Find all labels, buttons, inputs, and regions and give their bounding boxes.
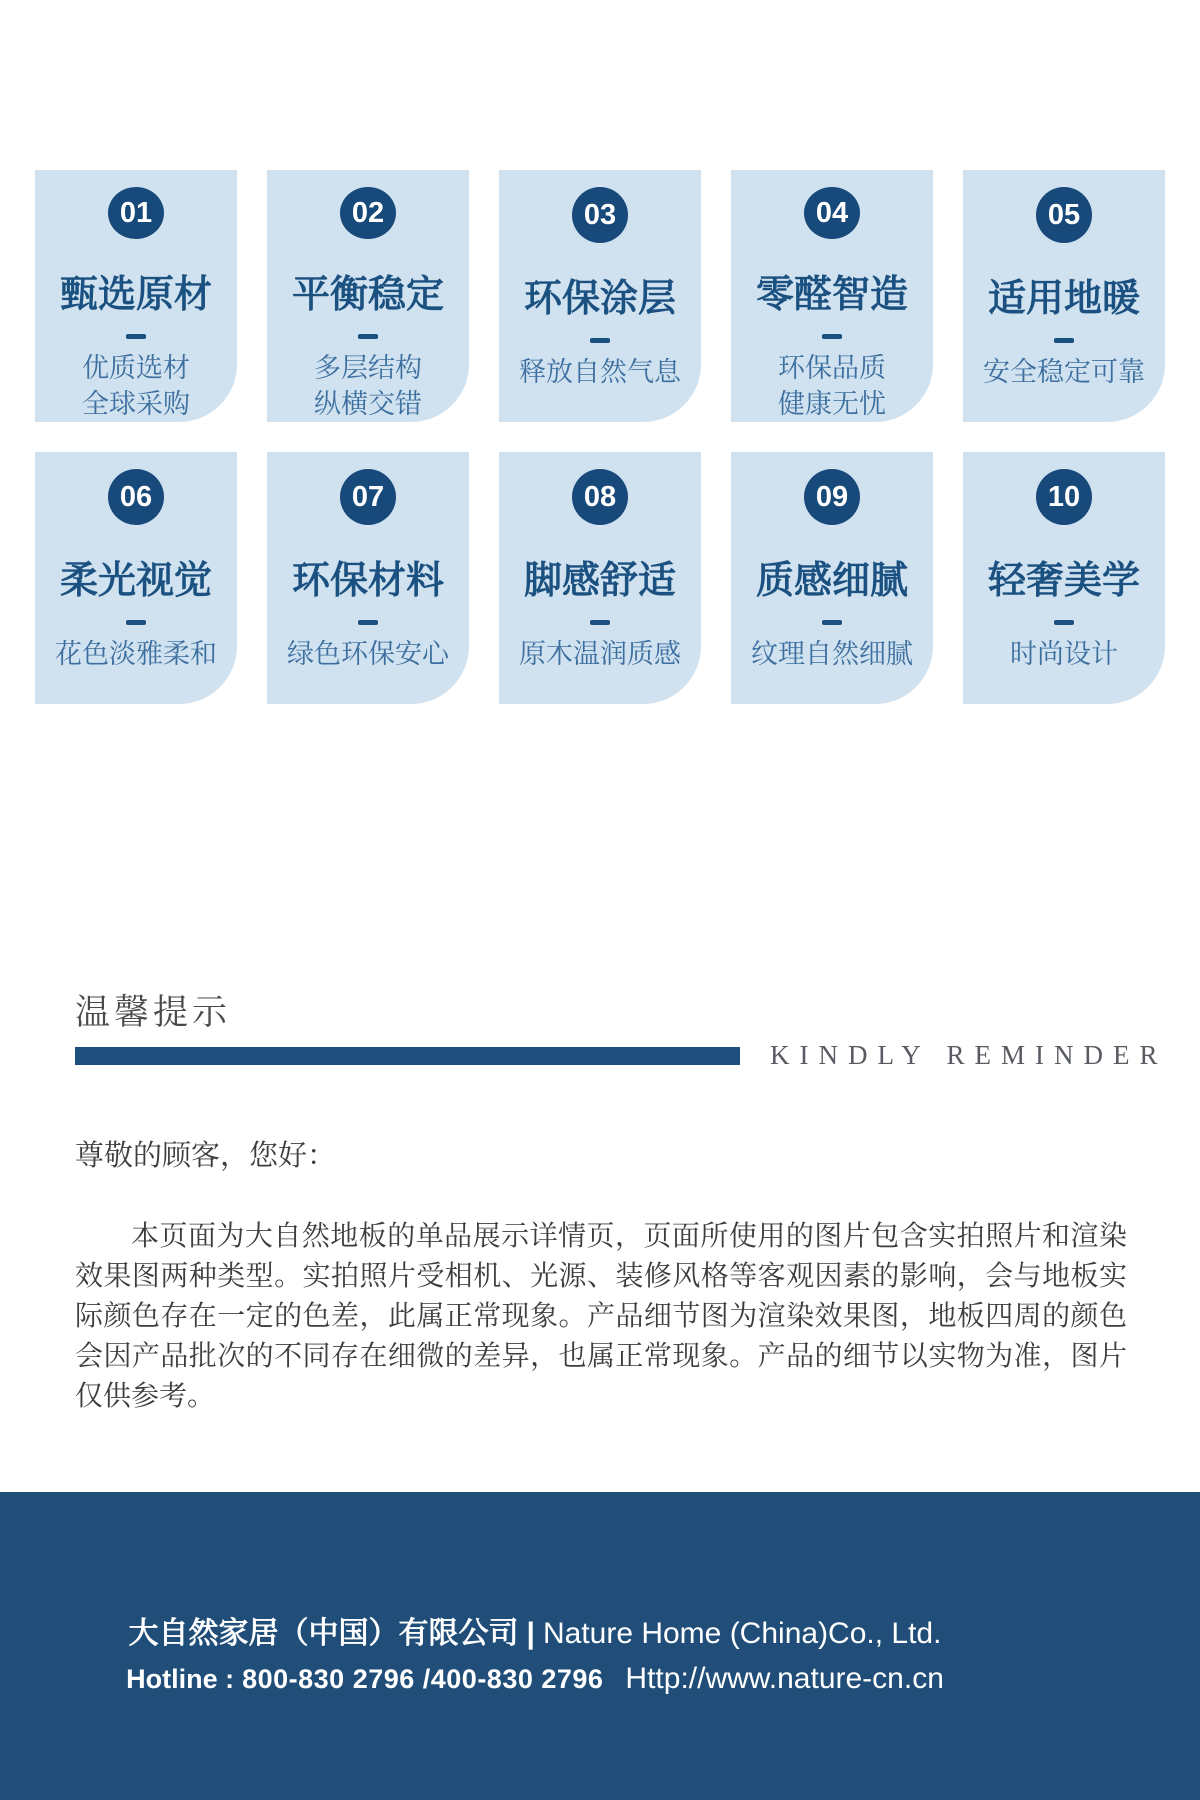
feature-card xyxy=(731,452,933,704)
feature-description xyxy=(751,636,913,672)
customer-greeting: 尊敬的顾客，您好： xyxy=(75,1140,337,1172)
feature-dash xyxy=(822,334,842,339)
feature-title: 甄选原材 xyxy=(59,274,212,317)
feature-title: 零醛智造 xyxy=(755,274,908,317)
footer-text-block xyxy=(0,1608,1070,1696)
feature-description-line: 纵横交错 xyxy=(314,389,422,419)
company-name-line xyxy=(0,1608,1070,1652)
feature-description xyxy=(983,354,1145,390)
feature-number-badge: 04 xyxy=(804,187,860,239)
feature-dash xyxy=(590,338,610,343)
feature-description-line: 环保品质 xyxy=(778,353,886,383)
feature-description xyxy=(55,636,217,672)
feature-number-badge: 02 xyxy=(340,187,396,239)
feature-dash xyxy=(126,620,146,625)
feature-dash xyxy=(822,620,842,625)
feature-number-badge: 03 xyxy=(572,187,628,243)
feature-number-badge: 10 xyxy=(1036,469,1092,525)
feature-description-line: 花色淡雅柔和 xyxy=(55,639,217,669)
company-name-en: Nature Home (China)Co., Ltd. xyxy=(542,1617,942,1650)
feature-number-badge: 01 xyxy=(108,187,164,239)
feature-description-line: 原木温润质感 xyxy=(519,639,681,669)
company-name-separator: | xyxy=(526,1617,535,1650)
feature-title: 平衡稳定 xyxy=(291,274,444,317)
reminder-title-cn: 温馨提示 xyxy=(75,993,232,1032)
feature-card xyxy=(35,452,237,704)
feature-description-line: 安全稳定可靠 xyxy=(983,357,1145,387)
feature-number-badge: 05 xyxy=(1036,187,1092,243)
feature-title: 适用地暖 xyxy=(987,278,1140,320)
feature-title: 脚感舒适 xyxy=(523,560,676,602)
feature-card xyxy=(499,452,701,704)
feature-description-line: 优质选材 xyxy=(82,353,190,383)
feature-title: 质感细腻 xyxy=(755,560,908,602)
feature-dash xyxy=(1054,338,1074,343)
feature-dash xyxy=(1054,620,1074,625)
feature-card xyxy=(267,170,469,422)
feature-description-line: 多层结构 xyxy=(314,353,422,383)
feature-description-line: 释放自然气息 xyxy=(519,357,681,387)
feature-title: 环保材料 xyxy=(291,560,444,602)
feature-dash xyxy=(590,620,610,625)
feature-row xyxy=(35,170,1165,422)
feature-description xyxy=(1010,636,1118,672)
feature-description xyxy=(519,636,681,672)
feature-description xyxy=(778,350,886,422)
feature-number-badge: 09 xyxy=(804,469,860,525)
feature-card xyxy=(731,170,933,422)
feature-description-line: 时尚设计 xyxy=(1010,639,1118,669)
feature-dash xyxy=(126,334,146,339)
feature-description xyxy=(314,350,422,422)
reminder-title-en: KINDLY REMINDER xyxy=(770,1040,1168,1070)
feature-card xyxy=(499,170,701,422)
feature-card xyxy=(35,170,237,422)
feature-title: 环保涂层 xyxy=(523,278,676,320)
hotline-numbers: 800-830 2796 /400-830 2796 xyxy=(234,1664,604,1694)
feature-description xyxy=(519,354,681,390)
hotline-label: Hotline : xyxy=(126,1664,235,1694)
feature-title: 柔光视觉 xyxy=(59,560,212,602)
feature-description-line: 全球采购 xyxy=(82,389,190,419)
hotline-line xyxy=(0,1662,1070,1696)
feature-card xyxy=(267,452,469,704)
feature-card xyxy=(963,452,1165,704)
company-name-cn: 大自然家居（中国）有限公司 xyxy=(128,1617,519,1650)
feature-number-badge: 08 xyxy=(572,469,628,525)
feature-description xyxy=(287,636,449,672)
reminder-body-text: 本页面为大自然地板的单品展示详情页，页面所使用的图片包含实拍照片和渲染效果图两种类型。实拍照片受相机、光源、装修风格等客观因素的影响，会与地板实际颜色存在一定的色差，此属正常现象。产品细节图为渲染效果图，地板四周的颜色会因产品批次的不同存在细微的差异，也属正常现象。产品的细节以实物为准，图片仅供参考。 xyxy=(75,1220,1127,1411)
feature-dash xyxy=(358,620,378,625)
feature-dash xyxy=(358,334,378,339)
feature-description-line: 绿色环保安心 xyxy=(287,639,449,669)
feature-title: 轻奢美学 xyxy=(987,560,1140,602)
feature-card xyxy=(963,170,1165,422)
feature-row xyxy=(35,452,1165,704)
footer xyxy=(0,1492,1200,1800)
website-url: Http://www.nature-cn.cn xyxy=(625,1662,944,1695)
feature-cards xyxy=(35,170,1165,704)
reminder-accent-bar xyxy=(75,1047,740,1065)
feature-description-line: 健康无忧 xyxy=(778,389,886,419)
feature-number-badge: 07 xyxy=(340,469,396,525)
feature-number-badge: 06 xyxy=(108,469,164,525)
feature-description xyxy=(82,350,190,422)
feature-description-line: 纹理自然细腻 xyxy=(751,639,913,669)
